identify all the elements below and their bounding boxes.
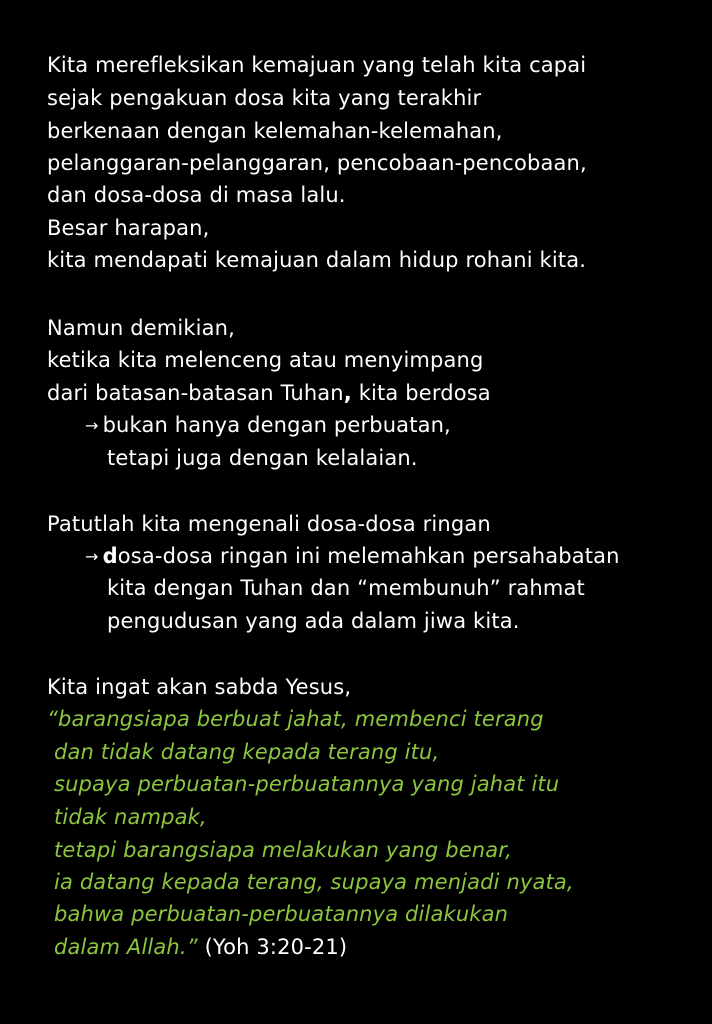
bible-reference: (Yoh 3:20-21)	[204, 935, 348, 959]
text-line: Kita merefleksikan kemajuan yang telah kita capai	[47, 53, 587, 77]
verse-line	[54, 931, 347, 963]
text-line: pelanggaran-pelanggaran, pencobaan-pencobaan,	[47, 151, 587, 175]
text-line: berkenaan dengan kelemahan-kelemahan,	[47, 119, 503, 143]
text-line: Kita ingat akan sabda Yesus,	[47, 675, 352, 699]
text-line: ketika kita melenceng atau menyimpang	[47, 348, 484, 372]
verse-line: supaya perbuatan-perbuatannya yang jahat itu	[54, 772, 560, 796]
verse-text: dalam Allah.”	[54, 935, 198, 959]
text-line: kita mendapati kemajuan dalam hidup rohani kita.	[47, 248, 587, 272]
bullet-text: bukan hanya dengan perbuatan,	[102, 413, 451, 437]
text-segment: dari batasan-batasan Tuhan	[47, 381, 344, 405]
bullet-continuation: kita dengan Tuhan dan “membunuh” rahmat	[107, 576, 585, 600]
verse-line: “barangsiapa berbuat jahat, membenci terang	[47, 707, 544, 731]
text-line: Patutlah kita mengenali dosa-dosa ringan	[47, 512, 491, 536]
text-line: sejak pengakuan dosa kita yang terakhir	[47, 86, 482, 110]
verse-line: dan tidak datang kepada terang itu,	[54, 740, 440, 764]
verse-line: tetapi barangsiapa melakukan yang benar,	[54, 838, 512, 862]
text-line	[47, 377, 491, 409]
bullet-continuation: pengudusan yang ada dalam jiwa kita.	[107, 609, 520, 633]
text-line: Besar harapan,	[47, 216, 210, 240]
text-line: Namun demikian,	[47, 316, 235, 340]
bullet-line	[85, 409, 451, 443]
arrow-right-icon: →	[85, 547, 99, 566]
bullet-continuation: tetapi juga dengan kelalaian.	[107, 446, 418, 470]
text-segment: kita berdosa	[351, 381, 491, 405]
arrow-right-icon: →	[85, 416, 99, 435]
bullet-line	[85, 540, 620, 574]
verse-line: bahwa perbuatan-perbuatannya dilakukan	[54, 902, 509, 926]
bold-initial: d	[102, 544, 118, 568]
verse-line: ia datang kepada terang, supaya menjadi nyata,	[54, 870, 574, 894]
verse-line: tidak nampak,	[54, 805, 207, 829]
bullet-text: osa-dosa ringan ini melemahkan persahabatan	[117, 544, 620, 568]
text-line: dan dosa-dosa di masa lalu.	[47, 183, 346, 207]
bold-comma: ,	[343, 381, 352, 405]
